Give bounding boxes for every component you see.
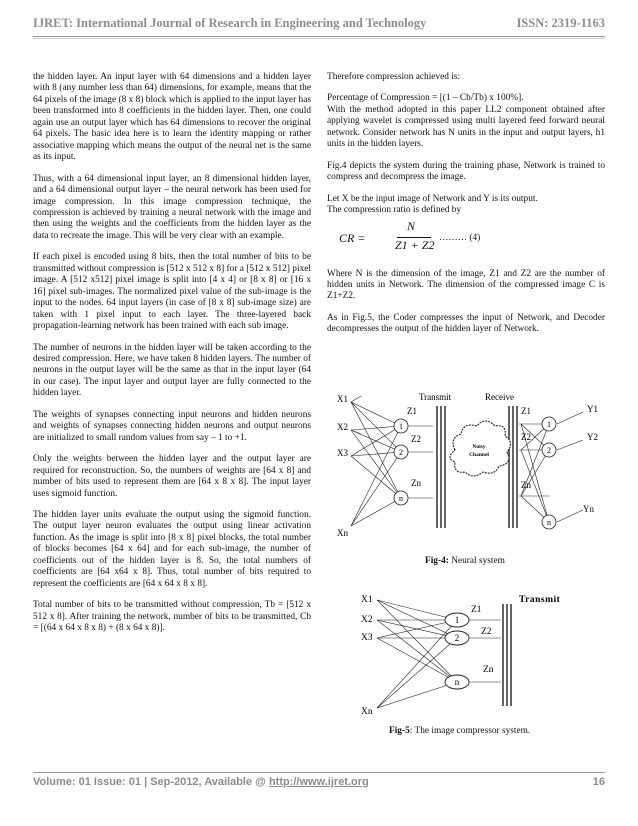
paragraph: the hidden layer. An input layer with 64 dimensions and a hidden layer with 8 (any number less than 64) dimensions, for example, means that the 64 pixels of the image (8 x 8) block which is applied to the input layer has been transformed into 8 coefficients in the hidden layer. Then, one could again use an output layer which has 64 dimensions to recover the original 64 pixels. The basic idea here is to learn the identity mapping or rather associative mapping which means the output of the neural net is the same as its input. [33, 72, 311, 163]
input-label: X3 [337, 448, 348, 458]
input-label: Xn [361, 707, 373, 717]
node-label: 2 [454, 633, 460, 643]
volume-text: Volume: 01 Issue: 01 | Sep-2012, Available @ [33, 776, 269, 788]
footer-rule [33, 772, 605, 773]
caption-label: Fig-4: [425, 556, 449, 566]
page-number: 16 [592, 776, 605, 788]
hidden-label: Z2 [481, 627, 492, 637]
caption-text: Neural system [448, 556, 505, 566]
fig4-caption [425, 556, 505, 566]
header-rule-secondary [33, 38, 605, 39]
fig5-image-compressor-diagram [361, 590, 583, 718]
equation-numerator: N [407, 218, 416, 233]
issn: ISSN: 2319-1163 [516, 16, 605, 30]
input-label: X1 [361, 595, 373, 605]
node-label: 1 [454, 615, 460, 625]
paragraph-text: With the method adopted in this paper LL2 component obtained after applying wavelet is compressed using multi layered feed forward neural network. Consider network has N units in the input and output layers, h1 units in the hidden layers. [327, 104, 605, 150]
header-rule [33, 36, 605, 37]
paragraph: As in Fig.5, the Coder compresses the input of Network, and Decoder decompresses the output of the hidden layer of Network. [327, 312, 605, 335]
paragraph: The weights of synapses connecting input neurons and hidden neurons and weights of synapses connecting hidden neurons and output neurons are initialized to small random values from say – 1 to +1. [33, 409, 311, 443]
paragraph: The hidden layer units evaluate the output using the sigmoid function. The output layer neuron evaluates the output using linear activation function. As the image is split into [8 x 8] pixel blocks, the total number of blocks becomes [64 x 64] and for each sub-image, the number of coefficients out of the hidden layer is 8. So, the total numbers of coefficients are [64 x64 x 8]. Thus, total number of bits required to represent the coefficients are [64 x 64 x 8 x 8]. [33, 509, 311, 589]
input-label: X2 [361, 615, 373, 625]
caption-text: : The image compressor system. [409, 726, 531, 736]
hidden-label: Z1 [471, 605, 482, 615]
node-label: n [547, 518, 551, 527]
right-column [327, 72, 605, 346]
page-header [33, 14, 605, 36]
hidden-label: Zn [411, 478, 421, 488]
paragraph-text: The compression ratio is defined by [327, 205, 462, 216]
node-label: 1 [399, 422, 403, 431]
node-label: 2 [547, 446, 551, 455]
caption-label: Fig-5 [389, 726, 410, 736]
paragraph: Only the weights between the hidden layer and the output layer are required for reconstruction. So, the numbers of weights are [64 x 8] and number of bits used to represent them are [64 x 8 x 8]. The input layer uses sigmoid function. [33, 454, 311, 499]
paragraph: Fig.4 depicts the system during the training phase, Network is trained to compress and decompress the image. [327, 160, 605, 183]
input-label: X2 [337, 422, 348, 432]
output-label: Yn [583, 504, 594, 514]
transmit-label: Transmit [419, 392, 452, 402]
fig4-neural-system-diagram [337, 388, 605, 548]
receive-hidden-label: Z2 [521, 432, 531, 442]
input-label: X3 [361, 633, 373, 643]
output-label: Y2 [587, 432, 598, 442]
journal-link[interactable]: http://www.ijret.org [268, 776, 369, 788]
hidden-label: Zn [483, 665, 494, 675]
paragraph: Where N is the dimension of the image, Z1 and Z2 are the number of hidden units in Network. The dimension of the compressed image C is Z1+Z2. [327, 268, 605, 302]
receive-hidden-label: Z1 [521, 406, 531, 416]
input-label: X1 [337, 394, 348, 404]
cloud-label-2: Channel [469, 452, 489, 458]
paragraph [327, 93, 605, 150]
cloud-label-1: Noisy [472, 444, 486, 450]
node-label: n [454, 677, 460, 687]
page-footer [33, 776, 605, 794]
journal-title: IJRET: International Journal of Research in Engineering and Technology [33, 16, 427, 30]
paragraph-text: Let X be the input image of Network and Y is its output. [327, 193, 538, 204]
hidden-label: Z1 [407, 406, 417, 416]
paragraph: The number of neurons in the hidden layer will be taken according to the desired compression. Here, we have taken 8 hidden layers. The number of neurons in the output layer will be the same as that in the input layer (64 in our case). The input layer and output layer are fully connected to the hidden layer. [33, 342, 311, 399]
paragraph [327, 194, 605, 217]
equation-lhs: CR = [339, 230, 366, 245]
node-label: 2 [399, 448, 403, 457]
paragraph: If each pixel is encoded using 8 bits, then the total number of bits to be transmitted without compression is [512 x 512 x 8] for a [512 x 512] pixel image. A [512 x512] pixel image is split into [4 x 4] or [8 x 8] or [16 x 16] pixel sub-images. The normalized pixel value of the sub-image is the input to the nodes. 64 input layers (in case of [8 x 8] sub-image size) are taken with 1 pixel input to each layer. The three-layered back propagation-learning network has been trained with each sub image. [33, 252, 311, 332]
paragraph: Total number of bits to be transmitted without compression, Tb = [512 x 512 x 8]. After training the network, number of bits to be transmitted, Cb = [(64 x 64 x 8 x 8) + (8 x 64 x 8)]. [33, 600, 311, 634]
compression-formula: Percentage of Compression = [(1 – Cb/Tb) x 100%]. [327, 93, 524, 104]
receive-hidden-label: Zn [521, 480, 531, 490]
transmit-label: Transmit [519, 595, 561, 605]
output-label: Y1 [587, 404, 598, 414]
node-label: n [399, 494, 403, 503]
node-label: 1 [547, 420, 551, 429]
input-label: Xn [337, 528, 348, 538]
left-column [33, 72, 311, 644]
volume-info [33, 776, 369, 788]
equation-denominator: Z1 + Z2 [395, 237, 435, 252]
equation-4 [335, 218, 605, 261]
paragraph: Thus, with a 64 dimensional input layer, an 8 dimensional hidden layer, and a 64 dimensional output layer – the neural network has been used for image compression. In this image compression technique, the compression is achieved by training a neural network with the image and then using the weights and the coefficients from the hidden layer as the data to recreate the image. This will be very clear with an example. [33, 173, 311, 241]
fig5-caption [389, 726, 530, 736]
receive-label: Receive [485, 392, 514, 402]
paragraph: Therefore compression achieved is: [327, 72, 461, 82]
hidden-label: Z2 [411, 434, 421, 444]
equation-number: ……… (4) [439, 232, 481, 243]
